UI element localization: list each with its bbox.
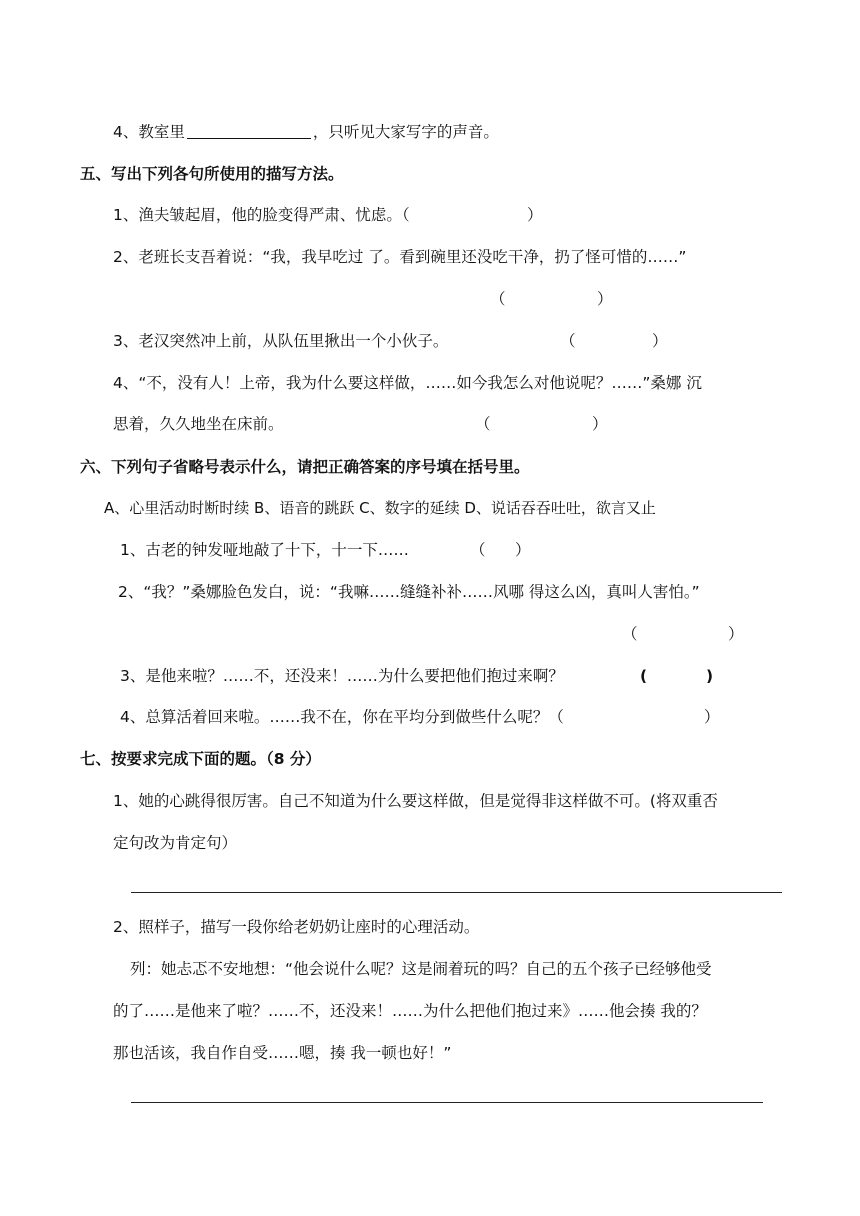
section-5-item-2: 2、老班长支吾着说：“我，我早吃过 了。看到碗里还没吃干净，扔了怪可惜的……”	[113, 248, 687, 266]
section-6-item-1-paren: （ ）	[470, 541, 531, 559]
section-5-item-3-close-paren: ）	[652, 332, 668, 350]
section-5-item-3: 3、老汉突然冲上前，从队伍里揪出一个小伙子。	[113, 332, 449, 350]
answer-line-2	[131, 1102, 763, 1103]
question-4-suffix: ，只听见大家写字的声音。	[312, 123, 499, 141]
section-6-item-3-open-paren: (	[640, 667, 648, 685]
section-6-item-3-close-paren: )	[706, 667, 714, 685]
section-7-example-line-1: 列：她忐忑不安地想：“他会说什么呢？这是闹着玩的吗？自己的五个孩子已经够他受	[130, 960, 712, 978]
section-6-item-4: 4、总算活着回来啦。……我不在，你在平均分到做些什么呢？（	[120, 708, 564, 726]
section-7-example-line-2: 的了……是他来了啦？……不，还没来！……为什么把他们抱过来》……他会揍 我的？	[113, 1002, 707, 1020]
section-5-item-4-open-paren: （	[475, 415, 491, 433]
section-7-heading: 七、按要求完成下面的题。（8 分）	[80, 750, 321, 768]
question-4-fill-blank	[113, 121, 499, 143]
section-5-item-2-open-paren: （	[490, 290, 506, 308]
section-6-item-2: 2、“我？”桑娜脸色发白，说：“我嘛……缝缝补补……风哪 得这么凶，真叫人害怕。”	[118, 583, 700, 601]
answer-line-1	[131, 892, 782, 893]
section-6-item-2-open-paren: （	[622, 625, 638, 643]
section-6-options: A、心里活动时断时续 B、语音的跳跃 C、数字的延续 D、说话吞吞吐吐，欲言又止	[104, 499, 656, 517]
section-6-heading: 六、下列句子省略号表示什么，请把正确答案的序号填在括号里。	[80, 458, 530, 476]
section-5-item-4-close-paren: ）	[592, 415, 608, 433]
section-7-item-2: 2、照样子，描写一段你给老奶奶让座时的心理活动。	[113, 918, 480, 936]
section-7-item-1-line-2: 定句改为肯定句）	[113, 834, 238, 852]
section-5-item-4-line-1: 4、“不，没有人！上帝，我为什么要这样做，……如今我怎么对他说呢？……”桑娜 沉	[113, 374, 702, 392]
section-6-item-3: 3、是他来啦？……不，还没来！……为什么要把他们抱过来啊？	[120, 667, 564, 685]
section-5-item-1: 1、渔夫皱起眉，他的脸变得严肃、忧虑。（	[113, 206, 410, 224]
section-5-item-1-close-paren: ）	[527, 206, 543, 224]
question-4-prefix: 4、教室里	[113, 123, 185, 141]
section-7-example-line-3: 那也活该，我自作自受……嗯，揍 我一顿也好！”	[113, 1044, 452, 1062]
section-5-item-2-close-paren: ）	[597, 290, 613, 308]
section-5-item-4-line-2: 思着，久久地坐在床前。	[113, 415, 284, 433]
section-5-item-3-open-paren: （	[560, 332, 576, 350]
section-6-item-4-close-paren: ）	[704, 708, 720, 726]
section-5-heading: 五、写出下列各句所使用的描写方法。	[80, 165, 344, 183]
section-6-item-2-close-paren: ）	[728, 625, 744, 643]
section-6-item-1: 1、古老的钟发哑地敲了十下，十一下……	[120, 541, 409, 559]
section-7-item-1-line-1: 1、她的心跳得很厉害。自己不知道为什么要这样做，但是觉得非这样做不可。(将双重否	[113, 792, 718, 810]
answer-blank	[187, 122, 311, 139]
